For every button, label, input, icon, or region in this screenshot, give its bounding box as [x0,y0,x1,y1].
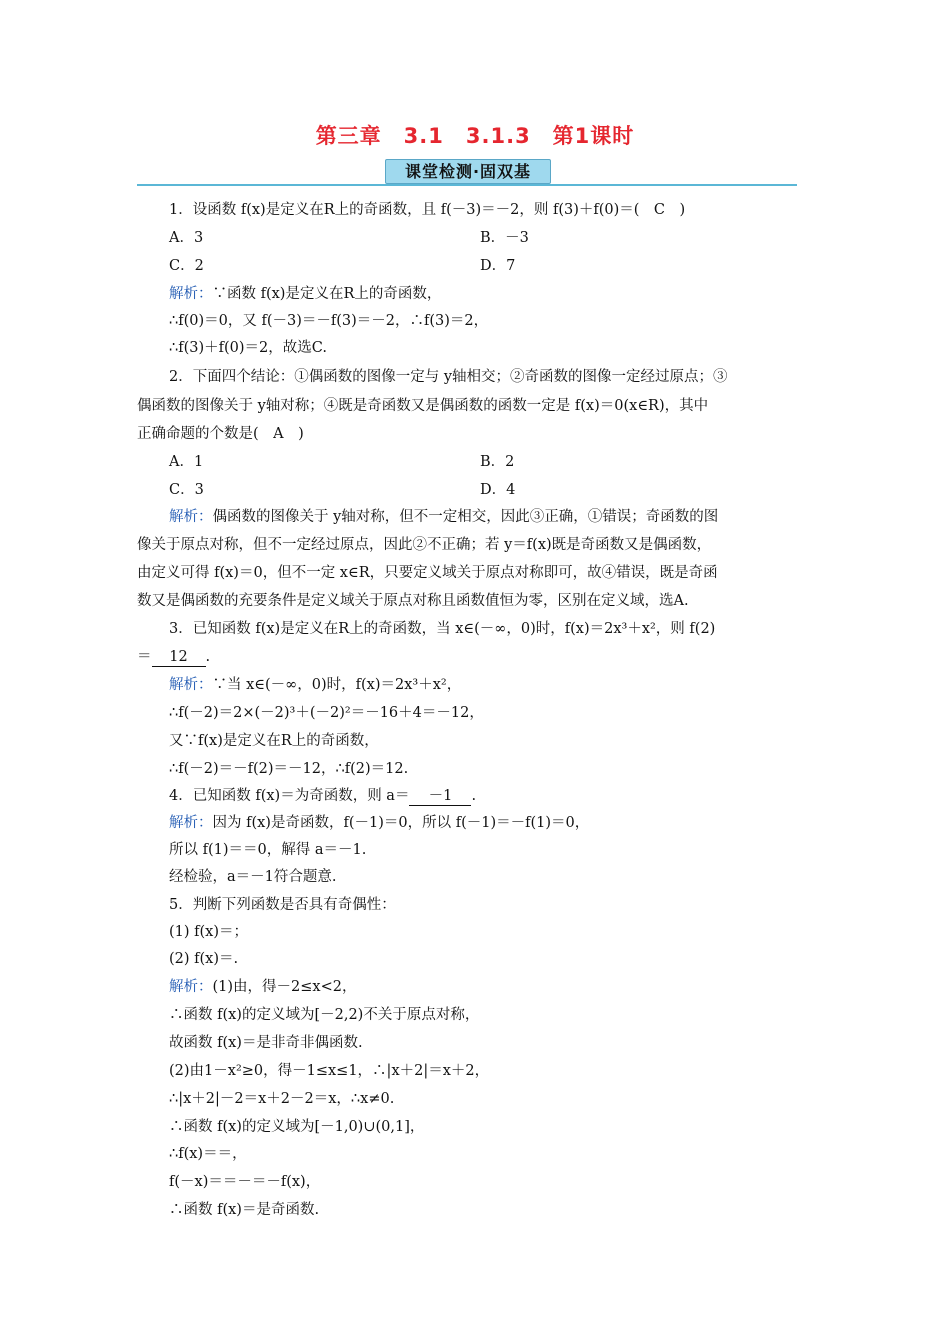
q2-stem-line-1: 2．下面四个结论：①偶函数的图像一定与 y轴相交；②奇函数的图像一定经过原点；③ [169,369,728,385]
q5-solution-line-8: f(－x)＝＝－＝－f(x)， [169,1174,321,1190]
q3-stem-line-2: ＝ 12 . [137,649,211,665]
q5-solution-line-4: (2)由1－x²≥0，得－1≤x≤1，∴|x＋2|＝x＋2， [169,1063,490,1079]
q1-solution-line-1: 解析：∵函数 f(x)是定义在R上的奇函数， [169,286,442,302]
q5-solution-line-1: 解析：(1)由，得－2≤x<2， [169,979,357,995]
q3-stem-line-1: 3．已知函数 f(x)是定义在R上的奇函数，当 x∈(－∞，0)时，f(x)＝2x³＋x²，则 f(2) [169,621,716,637]
q4-solution-line-2: 所以 f(1)＝＝0，解得 a＝－1. [169,842,367,858]
q3-solution-line-1: 解析：∵当 x∈(－∞，0)时，f(x)＝2x³＋x²， [169,677,462,693]
q4-stem: 4．已知函数 f(x)＝为奇函数，则 a＝ －1 . [169,788,477,804]
q1-stem: 1．设函数 f(x)是定义在R上的奇函数，且 f(－3)＝－2，则 f(3)＋f(0)＝( C ) [169,202,686,218]
q2-solution-line-1: 解析：偶函数的图像关于 y轴对称，但不一定相交，因此③正确，①错误；奇函数的图 [169,509,719,525]
q5-solution-line-7: ∴f(x)＝＝， [169,1146,247,1162]
q1-option-c: C．2 [169,258,204,274]
q5-stem: 5．判断下列函数是否具有奇偶性： [169,897,396,913]
q2-option-b: B．2 [480,454,515,470]
q1-option-a: A．3 [169,230,204,246]
q1-option-d: D．7 [480,258,516,274]
q2-stem-line-2: 偶函数的图像关于 y轴对称；④既是奇函数又是偶函数的函数一定是 f(x)＝0(x∈R)，其中 [137,398,709,414]
q2-option-c: C．3 [169,482,204,498]
q2-solution-line-3: 由定义可得 f(x)＝0，但不一定 x∈R，只要定义域关于原点对称即可，故④错误，既是奇函 [137,565,718,581]
q2-stem-line-3: 正确命题的个数是( A ) [137,426,304,442]
q5-solution-line-5: ∴|x＋2|－2＝x＋2－2＝x，∴x≠0. [169,1091,395,1107]
q2-option-a: A．1 [169,454,204,470]
q4-solution-line-1: 解析：因为 f(x)是奇函数，f(－1)＝0，所以 f(－1)＝－f(1)＝0， [169,815,590,831]
header-rule [137,184,797,186]
q3-solution-line-3: 又∵f(x)是定义在R上的奇函数， [169,733,379,749]
q5-part-2: (2) f(x)＝. [169,951,239,967]
jiexi-label: 解析： [169,979,213,995]
q2-solution-line-2: 像关于原点对称，但不一定经过原点，因此②不正确；若 y＝f(x)既是奇函数又是偶函数， [137,537,712,553]
jiexi-label: 解析： [169,286,213,302]
q5-solution-line-3: 故函数 f(x)＝是非奇非偶函数. [169,1035,363,1051]
jiexi-label: 解析： [169,509,213,525]
q5-solution-line-6: ∴函数 f(x)的定义域为[－1,0)∪(0,1]， [169,1119,425,1135]
q2-option-d: D．4 [480,482,516,498]
q4-solution-line-3: 经检验，a＝－1符合题意. [169,869,337,885]
q3-answer-blank: 12 [152,648,206,667]
section-banner: 课堂检测·固双基 [385,159,551,184]
q4-answer-blank: －1 [409,787,471,806]
q1-option-b: B．－3 [480,230,529,246]
q5-solution-line-9: ∴函数 f(x)＝是奇函数. [169,1202,320,1218]
q3-solution-line-2: ∴f(－2)＝2×(－2)³＋(－2)²＝－16＋4＝－12， [169,705,484,721]
q1-solution-line-3: ∴f(3)＋f(0)＝2，故选C. [169,340,327,356]
q2-solution-line-4: 数又是偶函数的充要条件是定义域关于原点对称且函数值恒为零，区别在定义域，选A. [137,593,689,609]
page-title: 第三章 3.1 3.1.3 第1课时 [315,124,635,148]
jiexi-label: 解析： [169,677,213,693]
q3-solution-line-4: ∴f(－2)＝－f(2)＝－12，∴f(2)＝12. [169,761,409,777]
q5-part-1: (1) f(x)＝； [169,924,249,940]
q1-solution-line-2: ∴f(0)＝0，又 f(－3)＝－f(3)＝－2，∴f(3)＝2， [169,313,489,329]
q5-solution-line-2: ∴函数 f(x)的定义域为[－2,2)不关于原点对称， [169,1007,480,1023]
jiexi-label: 解析： [169,815,213,831]
